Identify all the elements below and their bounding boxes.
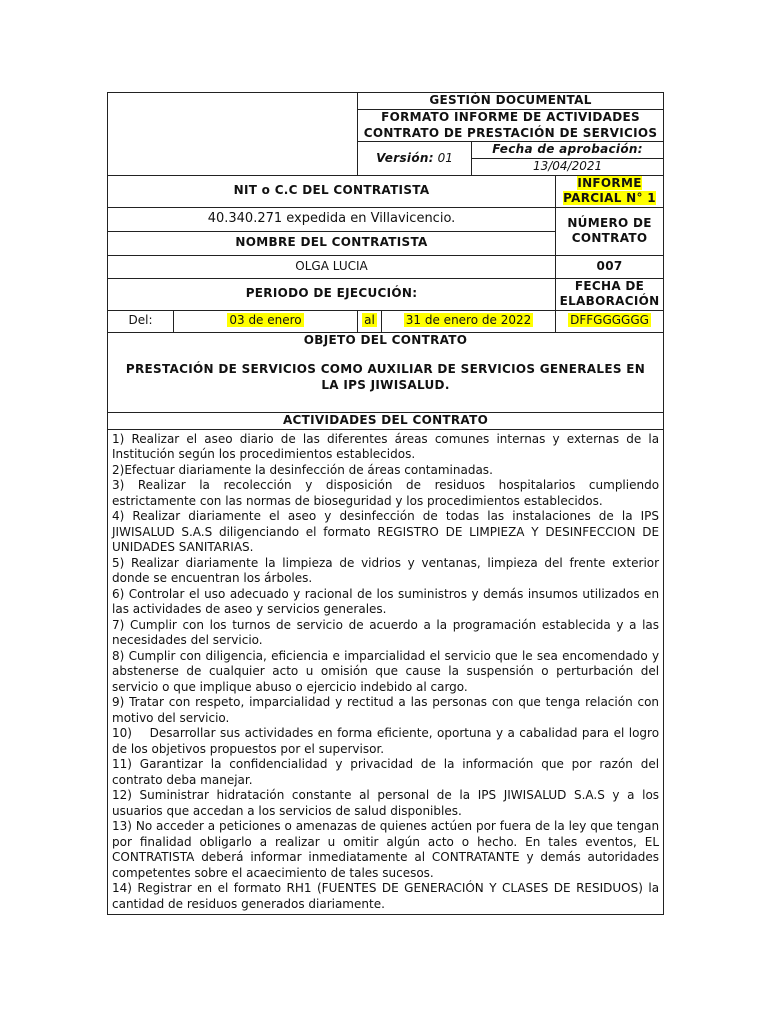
list-item: 9) Tratar con respeto, imparcialidad y rectitud a las personas con que tenga relación con motivo del servicio. <box>112 695 660 725</box>
list-item: 1) Realizar el aseo diario de las diferentes áreas comunes internas y externas de la Institución según los procedimientos establecidos. <box>112 431 660 461</box>
object-cell <box>108 332 664 412</box>
to-value: 31 de enero de 2022 <box>405 313 532 328</box>
logo-cell <box>108 93 358 176</box>
list-item: 7) Cumplir con los turnos de servicio de acuerdo a la programación establecida y a las necesidades del servicio. <box>112 617 660 647</box>
name-value: OLGA LUCIA <box>108 255 556 278</box>
elaboration-value: DFFGGGGGG <box>570 313 649 328</box>
nit-value: 40.340.271 expedida en Villavicencio. <box>108 207 556 231</box>
doc-management-title: GESTIÓN DOCUMENTAL <box>358 93 664 110</box>
approval-label: Fecha de aprobación: <box>472 142 664 159</box>
approval-value: 13/04/2021 <box>472 159 664 176</box>
to-label: al <box>364 313 375 328</box>
activities-label: ACTIVIDADES DEL CONTRATO <box>108 412 664 429</box>
version-value: 01 <box>437 150 453 165</box>
report-label-cell <box>556 175 664 207</box>
contract-number-label: NÚMERO DE CONTRATO <box>556 207 664 255</box>
to-label-cell <box>358 310 382 332</box>
from-value: 03 de enero <box>229 313 302 328</box>
activities-list <box>108 429 664 915</box>
object-label: OBJETO DEL CONTRATO <box>303 332 468 347</box>
list-item: 12) Suministrar hidratación constante al personal de la IPS JIWISALUD S.A.S y a los usuarios que accedan a los servicios de salud disponibles. <box>112 788 660 818</box>
from-value-cell <box>174 310 358 332</box>
nit-label: NIT o C.C DEL CONTRATISTA <box>108 175 556 207</box>
to-value-cell <box>382 310 556 332</box>
list-item: 14) Registrar en el formato RH1 (FUENTES DE GENERACIÓN Y CLASES DE RESIDUOS) la cantidad de residuos generados diariamente. <box>112 881 660 911</box>
list-item: 10) Desarrollar sus actividades en forma eficiente, oportuna y a cabalidad para el logro de los objetivos propuestos por el supervisor. <box>112 726 663 756</box>
name-label: NOMBRE DEL CONTRATISTA <box>108 231 556 255</box>
format-title: FORMATO INFORME DE ACTIVIDADES CONTRATO DE PRESTACIÓN DE SERVICIOS <box>358 110 664 142</box>
from-label: Del: <box>108 310 174 332</box>
list-item: 3) Realizar la recolección y disposición de residuos hospitalarios cumpliendo estrictamente con las normas de bioseguridad y los procedimientos establecidos. <box>112 478 660 508</box>
list-item: 4) Realizar diariamente el aseo y desinfección de todas las instalaciones de la IPS JIWISALUD S.A.S diligenciando el formato REGISTRO DE LIMPIEZA Y DESINFECCION DE UNIDADES SANITARIAS. <box>112 509 660 554</box>
report-label: INFORME PARCIAL N° 1 <box>563 175 656 205</box>
contract-number-value: 007 <box>556 255 664 278</box>
list-item: 2)Efectuar diariamente la desinfección de áreas contaminadas. <box>112 462 493 477</box>
activity-report-table <box>107 92 664 915</box>
list-item: 11) Garantizar la confidencialidad y privacidad de la información que por razón del contrato deba manejar. <box>112 757 660 787</box>
period-label: PERIODO DE EJECUCIÓN: <box>108 278 556 310</box>
list-item: 6) Controlar el uso adecuado y racional de los suministros y demás insumos utilizados en las actividades de aseo y servicios generales. <box>112 586 660 616</box>
version-label: Versión: <box>376 150 434 165</box>
object-text: PRESTACIÓN DE SERVICIOS COMO AUXILIAR DE SERVICIOS GENERALES EN LA IPS JIWISALUD. <box>125 362 646 392</box>
list-item: 5) Realizar diariamente la limpieza de vidrios y ventanas, limpieza del frente exterior donde se encuentran los árboles. <box>112 555 660 585</box>
list-item: 8) Cumplir con diligencia, eficiencia e imparcialidad el servicio que le sea encomendado y abstenerse de cualquier acto u omisión que cause la suspensión o perturbación del servicio o que implique abuso o ejercicio indebido al cargo. <box>112 648 660 694</box>
elaboration-value-cell <box>556 310 664 332</box>
elaboration-label: FECHA DE ELABORACIÓN <box>556 278 664 310</box>
list-item: 13) No acceder a peticiones o amenazas de quienes actúen por fuera de la ley que tengan por finalidad obligarlo a realizar u omitir algún acto o hecho. En tales eventos, EL CONTRATISTA deberá informar inmediatamente al CONTRATANTE y demás autoridades competentes sobre el acaecimiento de tales sucesos. <box>112 819 660 880</box>
version-cell <box>358 142 472 176</box>
